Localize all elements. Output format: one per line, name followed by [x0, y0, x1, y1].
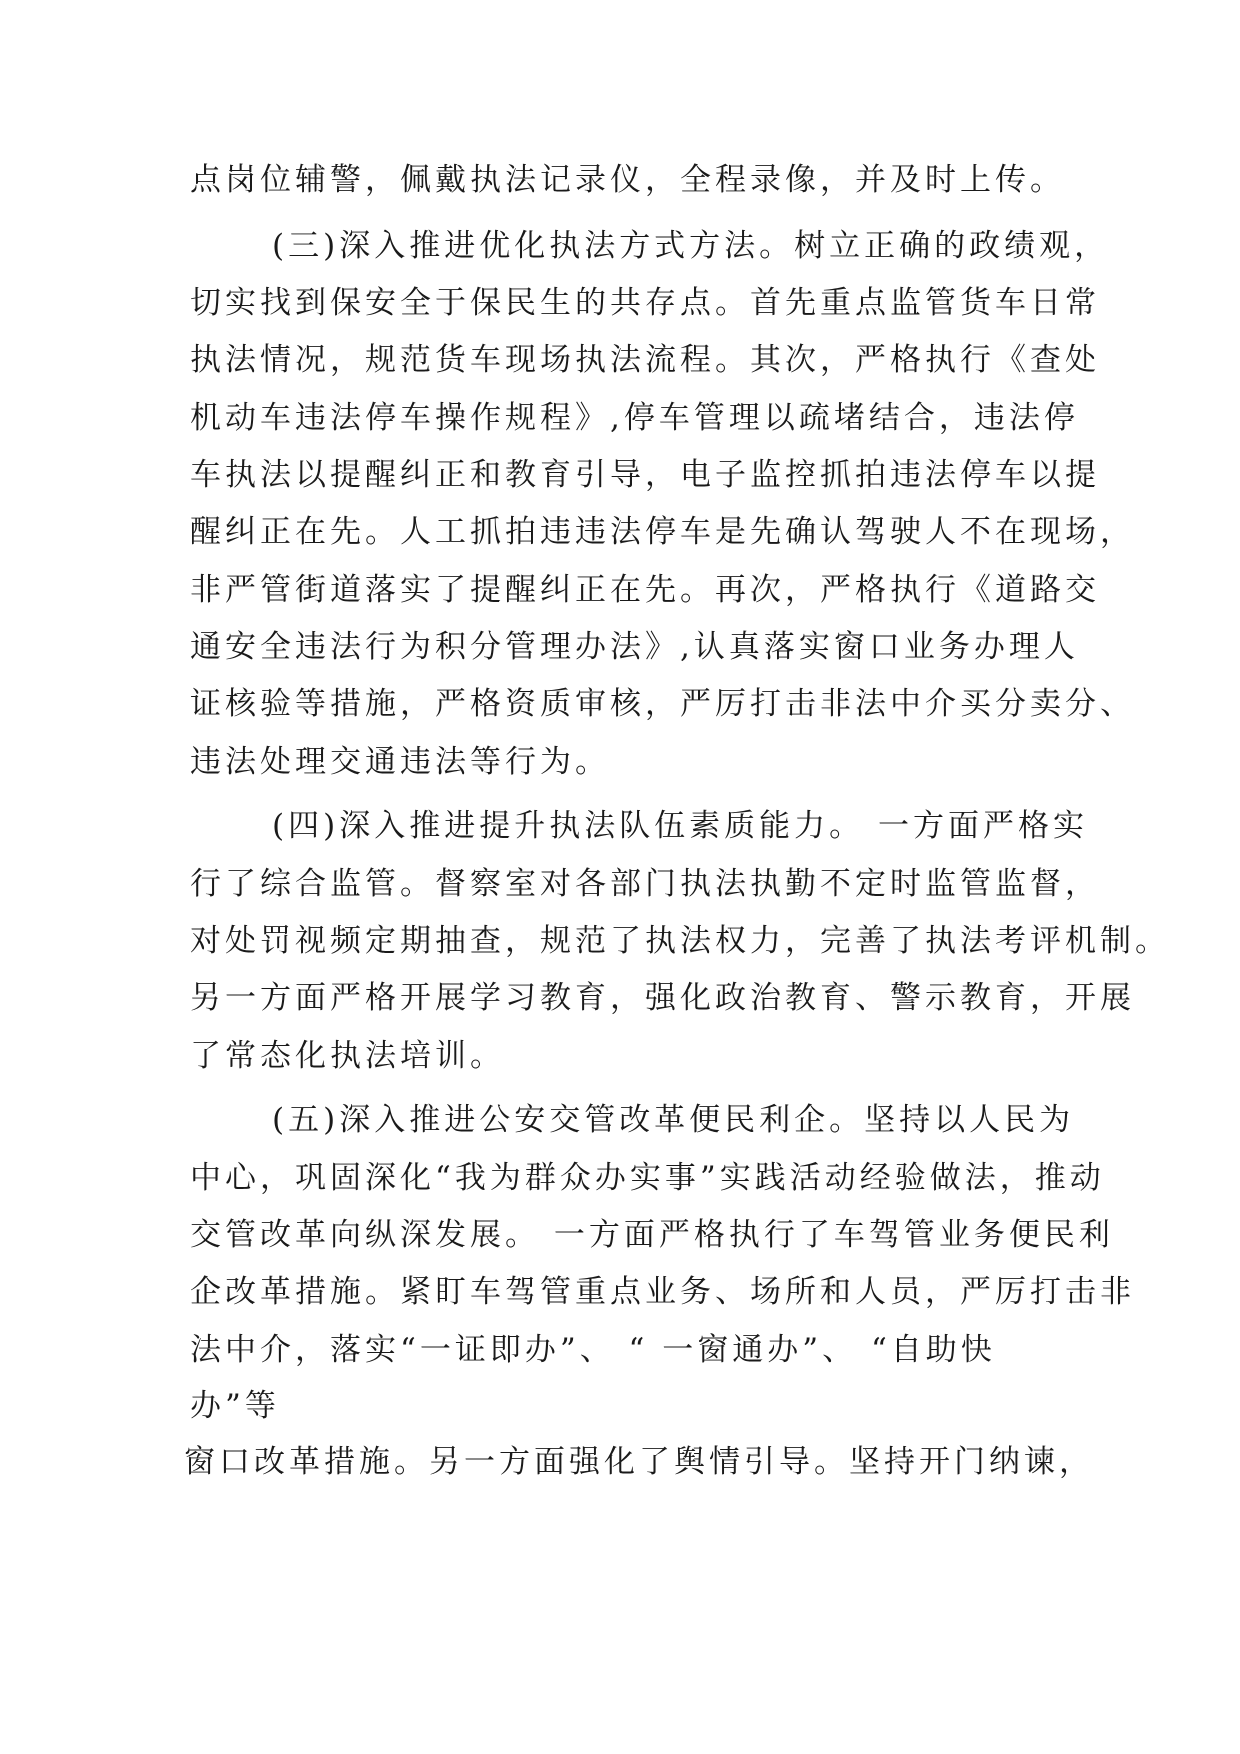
text-line-5: 机动车违法停车操作规程》,停车管理以疏堵结合，违法停 — [190, 400, 1079, 436]
text-line-6: 车执法以提醒纠正和教育引导，电子监控抓拍违法停车以提 — [190, 457, 1100, 493]
text-line-22: 办”等 — [190, 1388, 280, 1424]
text-line-11: 违法处理交通违法等行为。 — [190, 744, 610, 780]
text-line-20: 企改革措施。紧盯车驾管重点业务、场所和人员，严厉打击非 — [190, 1274, 1135, 1310]
section-4-heading-line: (四)深入推进提升执法队伍素质能力。 一方面严格实 — [272, 808, 1089, 844]
text-line-18: 中心，巩固深化“我为群众办实事”实践活动经验做法，推动 — [190, 1160, 1105, 1196]
text-line-3: 切实找到保安全于保民生的共存点。首先重点监管货车日常 — [190, 285, 1100, 321]
section-3-heading-line: (三)深入推进优化执法方式方法。树立正确的政绩观， — [272, 228, 1110, 264]
text-line-1: 点岗位辅警，佩戴执法记录仪，全程录像，并及时上传。 — [190, 162, 1065, 198]
text-line-14: 对处罚视频定期抽查，规范了执法权力，完善了执法考评机制。 — [190, 923, 1170, 959]
text-line-9: 通安全违法行为积分管理办法》,认真落实窗口业务办理人 — [190, 629, 1079, 665]
section-5-heading-line: (五)深入推进公安交管改革便民利企。坚持以人民为 — [272, 1102, 1075, 1138]
text-line-10: 证核验等措施，严格资质审核，严厉打击非法中介买分卖分、 — [190, 686, 1135, 722]
text-line-7: 醒纠正在先。人工抓拍违违法停车是先确认驾驶人不在现场， — [190, 514, 1135, 550]
text-line-8: 非严管街道落实了提醒纠正在先。再次，严格执行《道路交 — [190, 572, 1100, 608]
text-line-4: 执法情况，规范货车现场执法流程。其次，严格执行《查处 — [190, 342, 1100, 378]
text-line-19: 交管改革向纵深发展。 一方面严格执行了车驾管业务便民利 — [190, 1217, 1114, 1253]
text-line-15: 另一方面严格开展学习教育，强化政治教育、警示教育，开展 — [190, 980, 1135, 1016]
text-line-23: 窗口改革措施。另一方面强化了舆情引导。坚持开门纳谏， — [184, 1444, 1094, 1480]
text-line-16: 了常态化执法培训。 — [190, 1038, 505, 1074]
text-line-21: 法中介，落实“一证即办”、 “ 一窗通办”、 “自助快 — [190, 1332, 996, 1368]
text-line-13: 行了综合监管。督察室对各部门执法执勤不定时监管监督， — [190, 866, 1100, 902]
